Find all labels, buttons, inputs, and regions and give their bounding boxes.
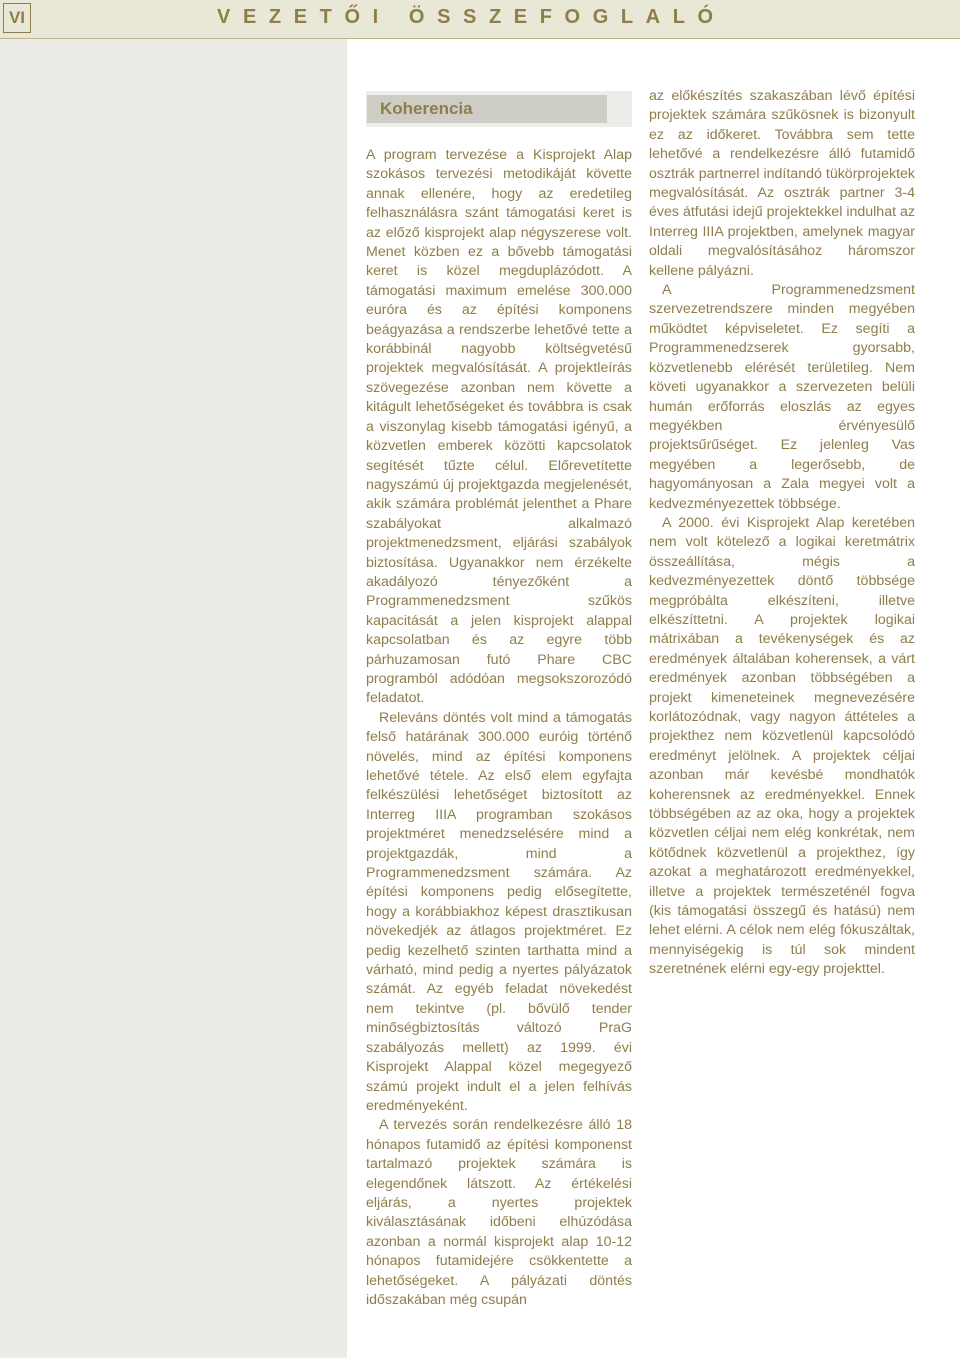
page-number: VI <box>3 3 31 33</box>
left-margin-panel <box>0 39 347 1358</box>
paragraph: Releváns döntés volt mind a támogatás felső határának 300.000 euróig történő növelés, mind az építési komponens lehetővé tétele. Az első elem egyfajta felkészülési lehetőséget biztosított az Interreg IIIA programban szokásos projektméret menedzselésére mind a projektgazdák, mind a Programmenedzsment számára. Az építési komponens pedig elősegítette, hogy a korábbiakhoz képest drasztikusan növekedjék az átlagos projektméret. Ez pedig kezelhető szinten tarthatta mind a várható, mind pedig a nyertes pályázatok számát. Az egyéb feladat növekedést nem tekintve (pl. bővülő tender minőségbiztosítás változó PraG szabályozás mellett) az 1999. évi Kisprojekt Alappal közel megegyező számú projekt indult el a jelen felhívás eredményeként. <box>366 709 632 1114</box>
paragraph: az előkészítés szakaszában lévő építési projektek számára szűkösnek is bizonyult ez az időkeret. Továbbra sem tette lehetővé a rendelkezésre álló futamidő osztrák partnerrel indítandó tükörprojektek megvalósítását. Az osztrák partner 3-4 éves átfutási idejű projektekkel indulhat az Interreg IIIA projektben, amelynek magyar oldali megvalósításához háromszor kellene pályázni. <box>649 88 915 279</box>
paragraph: A Programmenedzsment szervezetrendszere minden megyében működtet képviseletet. Ez segíti a Programmenedzserek gyorsabb, közvetlenebb elérését területileg. Nem követi ugyanakkor a szervezeten belüli humán erőforrás eloszlás az egyes megyékben érvényesülő projektsűrűséget. Ez jelenleg Vas megyében a legerősebb, de hagyományosan a Zala megyei volt a kedvezményezettek többsége. <box>649 282 915 512</box>
section-heading: Koherencia <box>367 95 607 123</box>
paragraph: A program tervezése a Kisprojekt Alap szokásos tervezési metodikáját követte annak ellenére, hogy az eredetileg felhasználásra szánt támogatási keret is az előző kisprojekt alap négyszerese volt. Menet közben ez a bővebb támogatási keret is közel megduplázódott. A támogatási maximum emelése 300.000 euróra és az építési komponens beágyazása a rendszerbe lehetővé tette a korábbinál nagyobb költségvetésű projektek megvalósítását. A projektleírás szövegezése azonban nem követte a kitágult lehetőségeket és továbbra is csak a viszonylag kisebb támogatási igényű, a közvetlen emberek közötti kapcsolatok segítését tűzte célul. Előrevetítette nagyszámú új projektgazda megjelenését, akik számára problémát jelenthet a Phare szabályokat alkalmazó projektmenedzsment, eljárási szabályok biztosítása. Ugyanakkor nem érzékelte akadályozó tényezőként a Programmenedzsment szűkös kapacitását a jelen kisprojekt alappal kapcsolatban és az egyre több párhuzamosan futó Phare CBC programból adódóan megsokszorozódó feladatot. <box>366 147 632 707</box>
running-title: VEZETŐI ÖSSZEFOGLALÓ <box>217 6 726 28</box>
paragraph: A 2000. évi Kisprojekt Alap keretében nem volt kötelező a logikai keretmátrix összeállítása, mégis a kedvezményezettek döntő többsége megpróbálta elkészíteni, illetve elkészíttetni. A projektek logikai mátrixában a tevékenységek és az eredmények általában koherensek, a várt eredmények azonban többségében a projekt kimeneteinek megnevezésére korlátozódnak, vagy nagyon áttételes a projekthez nem közvetlenül kapcsolódó eredményt jelölnek. A projektek céljai azonban már kevésbé mondhatók koherensnek az eredményekkel. Ennek többségében az az oka, hogy a projektek közvetlen céljai nem elég konkrétak, nem kötődnek közvetlenül a projekthez, így azokat a meghatározott eredményekkel, illetve a projektek természeténél fogva (kis támogatási összegű és hatású) nem lehet elérni. A célok nem elég fókuszáltak, mennyiségekig is túl sok mindent szeretnének elérni egy-egy projekttel. <box>649 514 915 978</box>
text-column-left <box>366 146 632 1310</box>
paragraph: A tervezés során rendelkezésre álló 18 hónapos futamidő az építési komponenst tartalmazó projektek számára is elegendőnek látszott. Az értékelési eljárás, a nyertes projektek kiválasztásának időbeni elhúzódása azonban a normál kisprojekt alap 10-12 hónapos futamidejére csökkentette a lehetőségeket. A pályázati döntés időszakában még csupán <box>366 1117 632 1308</box>
text-column-right <box>649 87 915 980</box>
page-header <box>0 0 960 39</box>
